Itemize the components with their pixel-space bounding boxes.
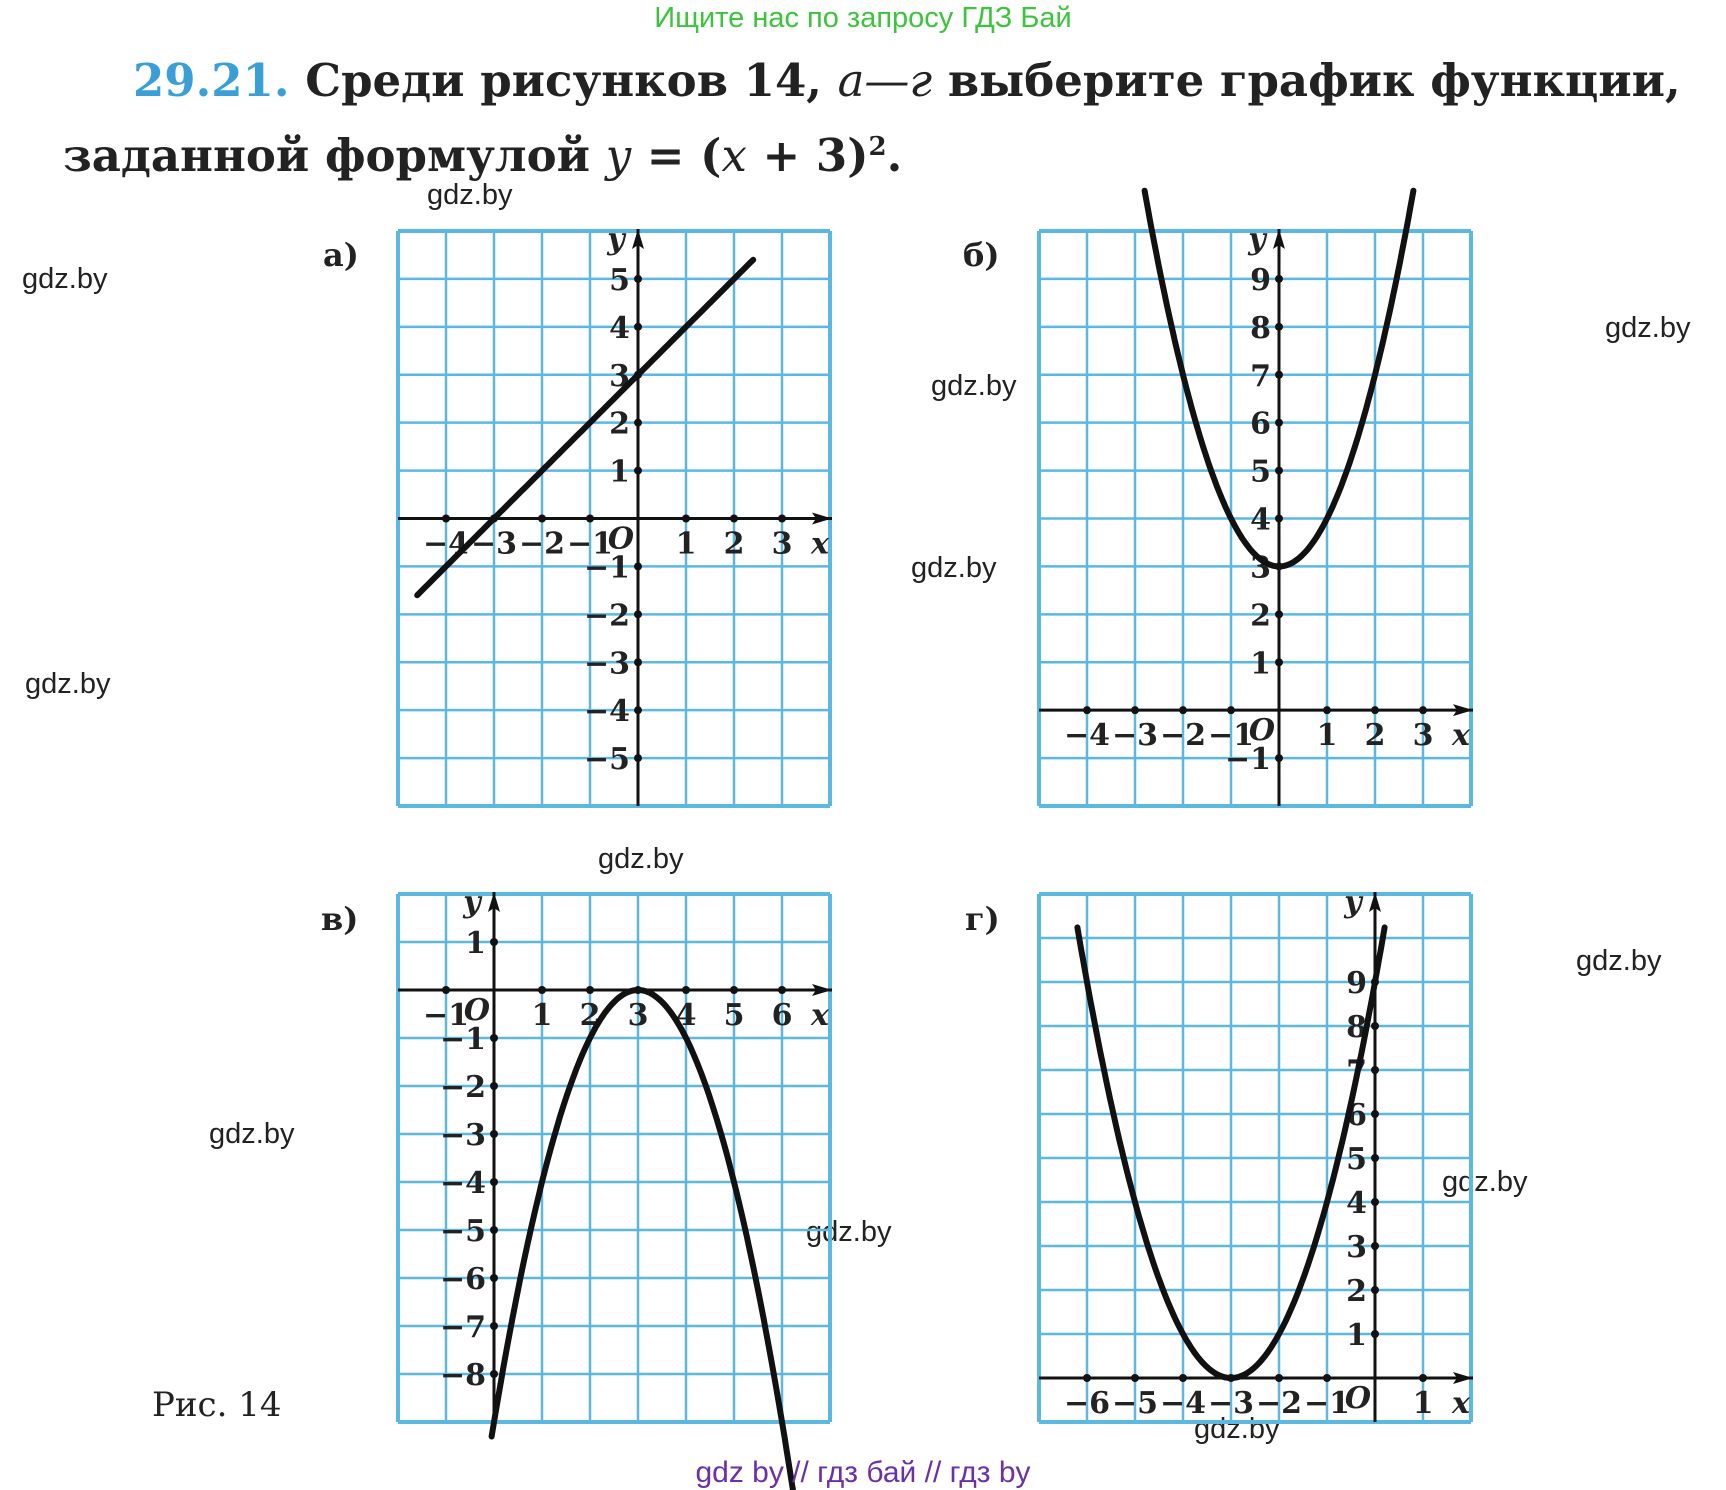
x-axis-label: x — [811, 998, 829, 1033]
x-tick-label: 2 — [723, 526, 745, 562]
x-tick-dot — [1179, 706, 1187, 714]
y-tick-label: 1 — [609, 454, 630, 490]
x-tick-label: 1 — [1316, 718, 1338, 754]
y-tick-dot — [634, 754, 642, 762]
y-tick-label: −4 — [583, 694, 630, 730]
x-tick-dot — [1227, 706, 1235, 714]
x-tick-dot — [682, 986, 690, 994]
y-tick-label: 8 — [1250, 310, 1271, 346]
x-tick-label: −3 — [470, 526, 518, 562]
origin-label: O — [1344, 1381, 1372, 1416]
y-axis-label: y — [463, 885, 481, 920]
y-tick-label: 4 — [1346, 1186, 1367, 1221]
y-tick-label: −6 — [439, 1262, 486, 1297]
x-axis-label: x — [811, 526, 829, 562]
y-tick-label: −1 — [583, 550, 630, 586]
y-tick-dot — [490, 1130, 498, 1138]
y-tick-label: 5 — [1250, 454, 1271, 490]
footer: gdz by // гдз бай // гдз by — [695, 1456, 1031, 1489]
x-tick-dot — [1323, 1374, 1331, 1382]
x-tick-label: −1 — [1303, 1386, 1351, 1421]
origin-label: O — [607, 521, 635, 557]
y-tick-label: 3 — [609, 358, 630, 394]
y-tick-label: 1 — [1346, 1318, 1367, 1353]
y-tick-dot — [490, 1034, 498, 1042]
x-tick-label: 3 — [1412, 718, 1434, 754]
y-tick-label: −7 — [439, 1310, 486, 1345]
x-tick-dot — [1131, 706, 1139, 714]
x-tick-dot — [682, 515, 690, 523]
x-tick-dot — [442, 515, 450, 523]
panel-label-v: в) — [321, 900, 359, 938]
origin-label: O — [463, 993, 491, 1028]
x-tick-dot — [1371, 706, 1379, 714]
y-tick-label: 1 — [465, 926, 486, 961]
y-tick-dot — [1371, 1022, 1379, 1030]
y-tick-label: 3 — [1250, 550, 1271, 586]
formula-exponent: 2 — [868, 132, 887, 162]
x-tick-dot — [778, 986, 786, 994]
formula-mid: = ( — [631, 129, 722, 182]
panel-label-g: г) — [965, 900, 1000, 938]
x-tick-label: −3 — [1207, 1386, 1255, 1421]
x-tick-label: 2 — [1364, 718, 1386, 754]
y-tick-label: 1 — [1250, 646, 1271, 682]
y-tick-label: −5 — [583, 742, 630, 778]
watermark: gdz.by — [25, 668, 111, 700]
y-tick-dot — [490, 1370, 498, 1378]
formula-x: x — [721, 129, 747, 182]
y-tick-label: 6 — [1250, 406, 1271, 442]
y-tick-label: 3 — [1346, 1230, 1367, 1265]
y-tick-dot — [1275, 323, 1283, 331]
x-tick-label: 6 — [771, 998, 793, 1033]
y-tick-dot — [1275, 371, 1283, 379]
y-tick-dot — [634, 467, 642, 475]
problem-letters: а—г — [837, 54, 933, 107]
y-axis-label: y — [607, 222, 625, 257]
y-tick-dot — [1371, 1154, 1379, 1162]
x-tick-label: −4 — [422, 526, 470, 562]
y-tick-label: −3 — [439, 1118, 486, 1153]
y-tick-label: 2 — [609, 406, 630, 442]
y-tick-dot — [490, 938, 498, 946]
x-tick-label: 1 — [675, 526, 697, 562]
y-tick-dot — [1275, 419, 1283, 427]
y-tick-dot — [1371, 1330, 1379, 1338]
y-tick-dot — [1275, 275, 1283, 283]
x-tick-dot — [730, 986, 738, 994]
y-tick-dot — [634, 706, 642, 714]
y-tick-dot — [634, 419, 642, 427]
x-tick-dot — [1083, 706, 1091, 714]
x-axis-label: x — [1452, 1386, 1470, 1421]
y-tick-label: 9 — [1250, 262, 1271, 298]
x-tick-dot — [1275, 1374, 1283, 1382]
formula-dot: . — [886, 129, 903, 182]
watermark: gdz.by — [1442, 1166, 1528, 1198]
x-tick-dot — [586, 515, 594, 523]
y-tick-label: −3 — [583, 646, 630, 682]
x-tick-dot — [1179, 1374, 1187, 1382]
y-tick-dot — [1371, 1110, 1379, 1118]
origin-label: O — [1248, 713, 1276, 749]
y-tick-label: −2 — [439, 1070, 486, 1105]
y-tick-label: −8 — [439, 1358, 486, 1393]
x-tick-dot — [1131, 1374, 1139, 1382]
x-tick-label: −1 — [422, 998, 470, 1033]
watermark: gdz.by — [911, 552, 997, 584]
y-tick-label: −4 — [439, 1166, 486, 1201]
y-tick-label: 2 — [1250, 598, 1271, 634]
graph-v — [398, 885, 830, 1422]
y-tick-label: 6 — [1346, 1098, 1367, 1133]
x-tick-label: 2 — [579, 998, 601, 1033]
graph-g — [1039, 885, 1471, 1422]
y-tick-label: 5 — [1346, 1142, 1367, 1177]
watermark: gdz.by — [931, 370, 1017, 402]
panel-label-b: б) — [963, 236, 1000, 274]
y-tick-label: 7 — [1250, 358, 1271, 394]
x-tick-dot — [1419, 706, 1427, 714]
x-tick-dot — [1323, 706, 1331, 714]
y-tick-dot — [634, 562, 642, 570]
y-tick-dot — [490, 1322, 498, 1330]
x-tick-label: −6 — [1063, 1386, 1111, 1421]
x-tick-label: −1 — [1207, 718, 1255, 754]
y-tick-dot — [1275, 610, 1283, 618]
x-tick-label: 3 — [771, 526, 793, 562]
watermark: gdz.by — [1605, 312, 1691, 344]
y-tick-label: 8 — [1346, 1010, 1367, 1045]
x-tick-dot — [778, 515, 786, 523]
y-tick-dot — [1275, 658, 1283, 666]
problem-number: 29.21. — [133, 54, 290, 107]
watermark: gdz.by — [427, 179, 513, 211]
y-tick-dot — [634, 658, 642, 666]
graph-b — [1039, 222, 1471, 806]
y-tick-dot — [1371, 1066, 1379, 1074]
y-tick-label: 4 — [609, 310, 630, 346]
y-tick-dot — [490, 1082, 498, 1090]
x-tick-dot — [1083, 1374, 1091, 1382]
function-curve — [492, 990, 794, 1490]
x-tick-label: 3 — [627, 998, 649, 1033]
formula-end: + 3) — [746, 129, 869, 182]
y-tick-label: −2 — [583, 598, 630, 634]
watermark: gdz.by — [1576, 945, 1662, 977]
y-tick-dot — [490, 1274, 498, 1282]
x-tick-dot — [1419, 1374, 1427, 1382]
x-tick-dot — [538, 986, 546, 994]
y-tick-dot — [634, 323, 642, 331]
x-tick-label: −4 — [1063, 718, 1111, 754]
y-axis-label: y — [1248, 222, 1266, 257]
y-tick-dot — [490, 1178, 498, 1186]
graph-a — [398, 222, 830, 806]
x-tick-dot — [586, 986, 594, 994]
problem-statement — [63, 48, 1683, 189]
y-tick-label: 5 — [609, 262, 630, 298]
y-tick-dot — [1371, 1198, 1379, 1206]
y-tick-label: 2 — [1346, 1274, 1367, 1309]
figure-caption: Рис. 14 — [152, 1385, 282, 1425]
watermark: gdz.by — [806, 1216, 892, 1248]
x-tick-label: −5 — [1111, 1386, 1159, 1421]
y-tick-dot — [490, 1226, 498, 1234]
x-tick-label: 4 — [675, 998, 697, 1033]
x-tick-dot — [730, 515, 738, 523]
x-tick-label: 1 — [531, 998, 553, 1033]
y-tick-label: −1 — [1224, 742, 1271, 778]
formula-y: y — [605, 129, 632, 182]
top-banner: Ищите нас по запросу ГДЗ Бай — [654, 2, 1072, 34]
y-tick-label: −1 — [439, 1022, 486, 1057]
y-tick-dot — [1275, 515, 1283, 523]
x-tick-label: −4 — [1159, 1386, 1207, 1421]
x-tick-label: −2 — [518, 526, 566, 562]
y-tick-label: 4 — [1250, 502, 1271, 538]
x-tick-dot — [538, 515, 546, 523]
x-tick-label: 1 — [1412, 1386, 1434, 1421]
y-tick-label: 7 — [1346, 1054, 1367, 1089]
y-tick-dot — [1371, 1242, 1379, 1250]
y-tick-dot — [1275, 467, 1283, 475]
y-tick-dot — [634, 275, 642, 283]
x-tick-dot — [442, 986, 450, 994]
y-axis-label: y — [1344, 885, 1362, 920]
problem-text-1: Среди рисунков 14, — [305, 54, 838, 107]
watermark: gdz.by — [1194, 1413, 1280, 1445]
x-tick-label: −3 — [1111, 718, 1159, 754]
x-tick-label: −2 — [1159, 718, 1207, 754]
x-tick-label: −2 — [1255, 1386, 1303, 1421]
watermark: gdz.by — [22, 263, 108, 295]
x-tick-label: −1 — [566, 526, 614, 562]
y-tick-label: 9 — [1346, 966, 1367, 1001]
x-tick-label: 5 — [723, 998, 745, 1033]
y-tick-dot — [1275, 754, 1283, 762]
y-tick-label: −5 — [439, 1214, 486, 1249]
problem-text-2: выберите график функции, заданной формулой — [63, 54, 1681, 182]
watermark: gdz.by — [209, 1118, 295, 1150]
y-tick-dot — [634, 610, 642, 618]
y-tick-dot — [1371, 1286, 1379, 1294]
x-axis-label: x — [1452, 718, 1470, 754]
watermark: gdz.by — [598, 843, 684, 875]
panel-label-a: а) — [323, 236, 359, 274]
